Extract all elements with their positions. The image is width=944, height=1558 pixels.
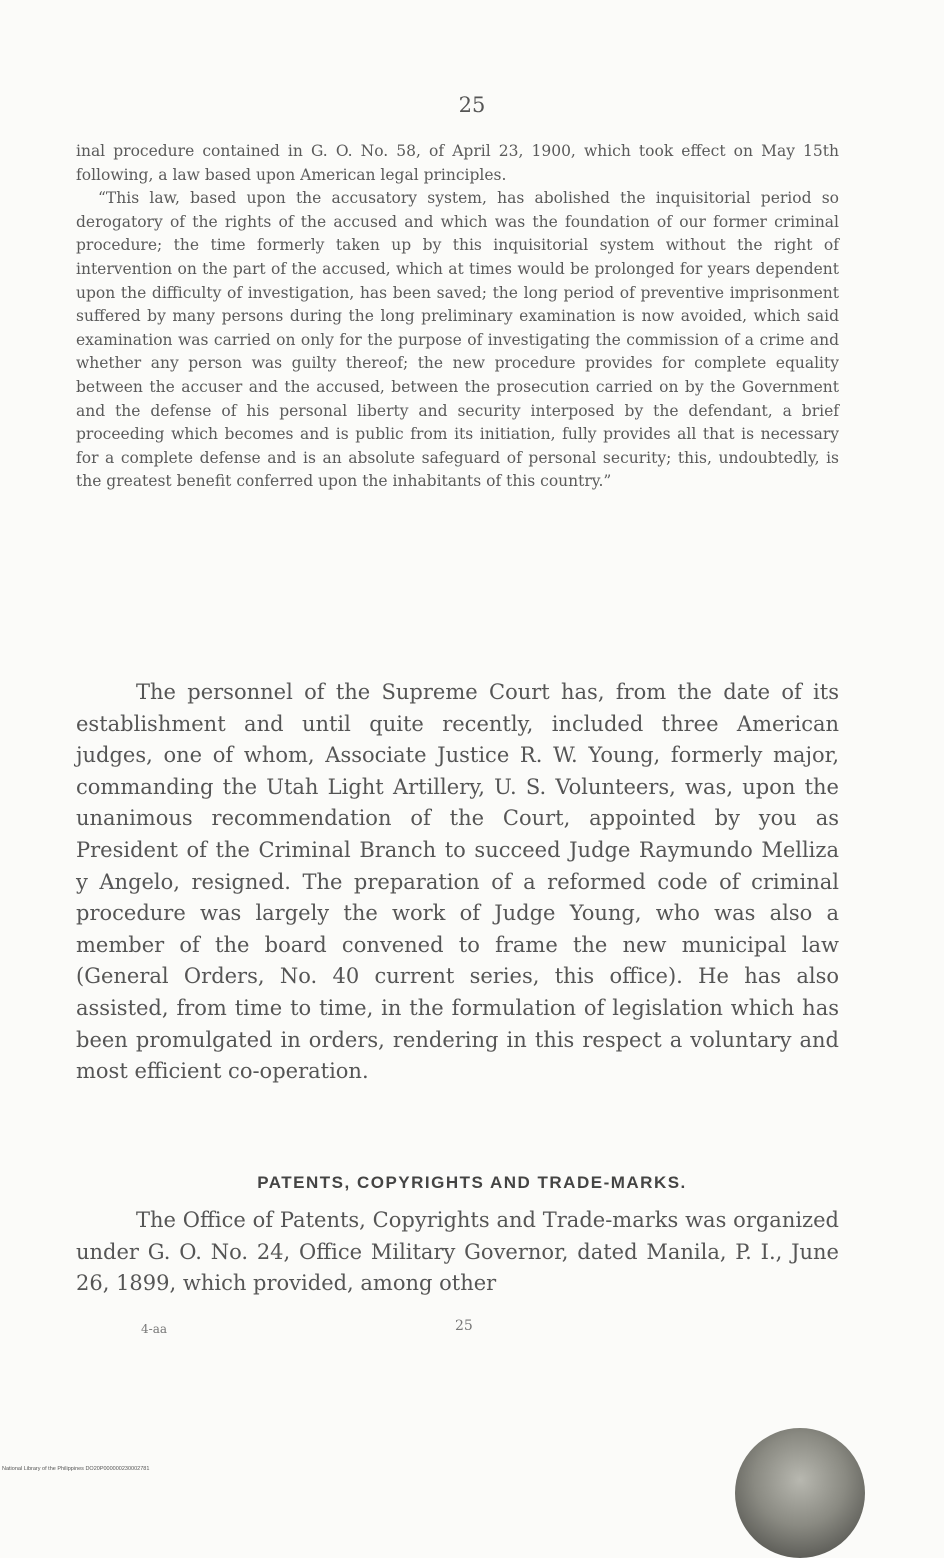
quoted-passage bbox=[76, 140, 839, 494]
page-number-bottom: 25 bbox=[455, 1318, 473, 1334]
scan-credit: National Library of the Philippines DO20P000000230002781 bbox=[2, 1466, 150, 1472]
body-paragraph-1: The personnel of the Supreme Court has, from the date of its establishment and until quite recently, included three American judges, one of whom, Associate Justice R. W. Young, formerly major, commanding the Utah Light Artillery, U. S. Volunteers, was, upon the unanimous recommendation of the Court, appointed by you as President of the Criminal Branch to succeed Judge Raymundo Melliza y Angelo, resigned. The preparation of a reformed code of criminal procedure was largely the work of Judge Young, who was also a member of the board convened to frame the new municipal law (General Orders, No. 40 current series, this office). He has also assisted, from time to time, in the formulation of legislation which has been promulgated in orders, rendering in this respect a voluntary and most efficient co-operation. bbox=[76, 680, 839, 1084]
quote-paragraph-2: “This law, based upon the accusatory system, has abolished the inquisitorial period so derogatory of the rights of the accused and which was the foundation of our former criminal procedure; the time formerly taken up by this inquisitorial system without the right of intervention on the part of the accused, which at times would be prolonged for years dependent upon the difficulty of investigation, has been saved; the long period of preventive imprisonment suffered by many persons during the long preliminary examination is now avoided, which said examination was carried on only for the purpose of investigating the commission of a crime and whether any person was guilty thereof; the new procedure provides for complete equality between the accuser and the accused, between the prosecution carried on by the Government and the defense of his personal liberty and security interposed by the defendant, a brief proceeding which becomes and is public from its initiation, fully provides all that is necessary for a complete defense and is an absolute safeguard of personal security; this, undoubtedly, is the greatest benefit conferred upon the inhabitants of this country.” bbox=[76, 189, 839, 491]
quote-paragraph-1: inal procedure contained in G. O. No. 58, of April 23, 1900, which took effect on May 15th following, a law based upon American legal principles. bbox=[76, 142, 839, 184]
page-number-top: 25 bbox=[458, 93, 486, 117]
section-heading: PATENTS, COPYRIGHTS AND TRADE-MARKS. bbox=[257, 1173, 687, 1192]
patents-section bbox=[76, 1205, 839, 1300]
signature-mark: 4-aa bbox=[141, 1322, 167, 1336]
supreme-court-personnel-section bbox=[76, 677, 839, 1088]
patents-paragraph-1: The Office of Patents, Copyrights and Trade-marks was organized under G. O. No. 24, Office Military Governor, dated Manila, P. I., June 26, 1899, which provided, among other bbox=[76, 1208, 839, 1296]
scan-artifact-disc bbox=[735, 1428, 865, 1558]
